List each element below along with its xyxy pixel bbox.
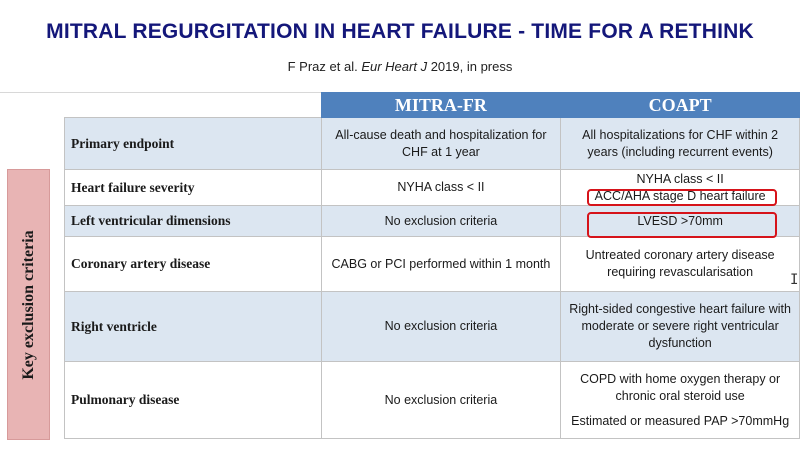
comparison-table <box>64 92 800 439</box>
header-blank <box>65 93 322 118</box>
coapt-cell <box>561 362 800 439</box>
mitra-fr-cell: NYHA class < II <box>321 170 561 206</box>
coapt-cell: Right-sided congestive heart failure with moderate or severe right ventricular dysfunction <box>561 292 800 362</box>
column-header-mitra-fr: MITRA-FR <box>321 93 561 118</box>
row-label: Coronary artery disease <box>65 237 322 292</box>
highlight-box-stage-d <box>587 189 777 206</box>
coapt-text-secondary: Estimated or measured PAP >70mmHg <box>571 413 790 428</box>
row-label: Heart failure severity <box>65 170 322 206</box>
highlight-box-lvesd <box>587 212 777 238</box>
row-coronary-artery-disease <box>65 237 800 292</box>
citation <box>0 59 800 74</box>
mitra-fr-cell: No exclusion criteria <box>321 206 561 237</box>
mitra-fr-cell: No exclusion criteria <box>321 362 561 439</box>
coapt-text: COPD with home oxygen therapy or chronic oral steroid use <box>580 371 781 403</box>
mitra-fr-cell: No exclusion criteria <box>321 292 561 362</box>
table-header-row <box>65 93 800 118</box>
row-right-ventricle <box>65 292 800 362</box>
row-label: Left ventricular dimensions <box>65 206 322 237</box>
row-primary-endpoint <box>65 118 800 170</box>
row-label: Pulmonary disease <box>65 362 322 439</box>
side-label-box <box>7 169 50 440</box>
row-pulmonary-disease <box>65 362 800 439</box>
coapt-cell: Untreated coronary artery disease requiring revascularisation <box>561 237 800 292</box>
coapt-text-secondary: ACC/AHA stage D heart failure <box>594 188 766 203</box>
citation-authors: F Praz et al. <box>287 59 358 74</box>
coapt-text: NYHA class < II <box>636 171 724 186</box>
citation-rest: 2019, in press <box>430 59 513 74</box>
citation-journal: Eur Heart J <box>361 59 428 74</box>
mitra-fr-cell: All-cause death and hospitalization for CHF at 1 year <box>321 118 561 170</box>
column-header-coapt: COAPT <box>561 93 800 118</box>
slide-title: MITRAL REGURGITATION IN HEART FAILURE - TIME FOR A RETHINK <box>46 20 754 43</box>
mitra-fr-cell: CABG or PCI performed within 1 month <box>321 237 561 292</box>
coapt-cell: All hospitalizations for CHF within 2 years (including recurrent events) <box>561 118 800 170</box>
row-label: Right ventricle <box>65 292 322 362</box>
text-cursor-icon: I <box>790 272 799 288</box>
row-label: Primary endpoint <box>65 118 322 170</box>
side-label: Key exclusion criteria <box>19 229 37 380</box>
coapt-cell: LVESD >70mm <box>561 206 800 237</box>
